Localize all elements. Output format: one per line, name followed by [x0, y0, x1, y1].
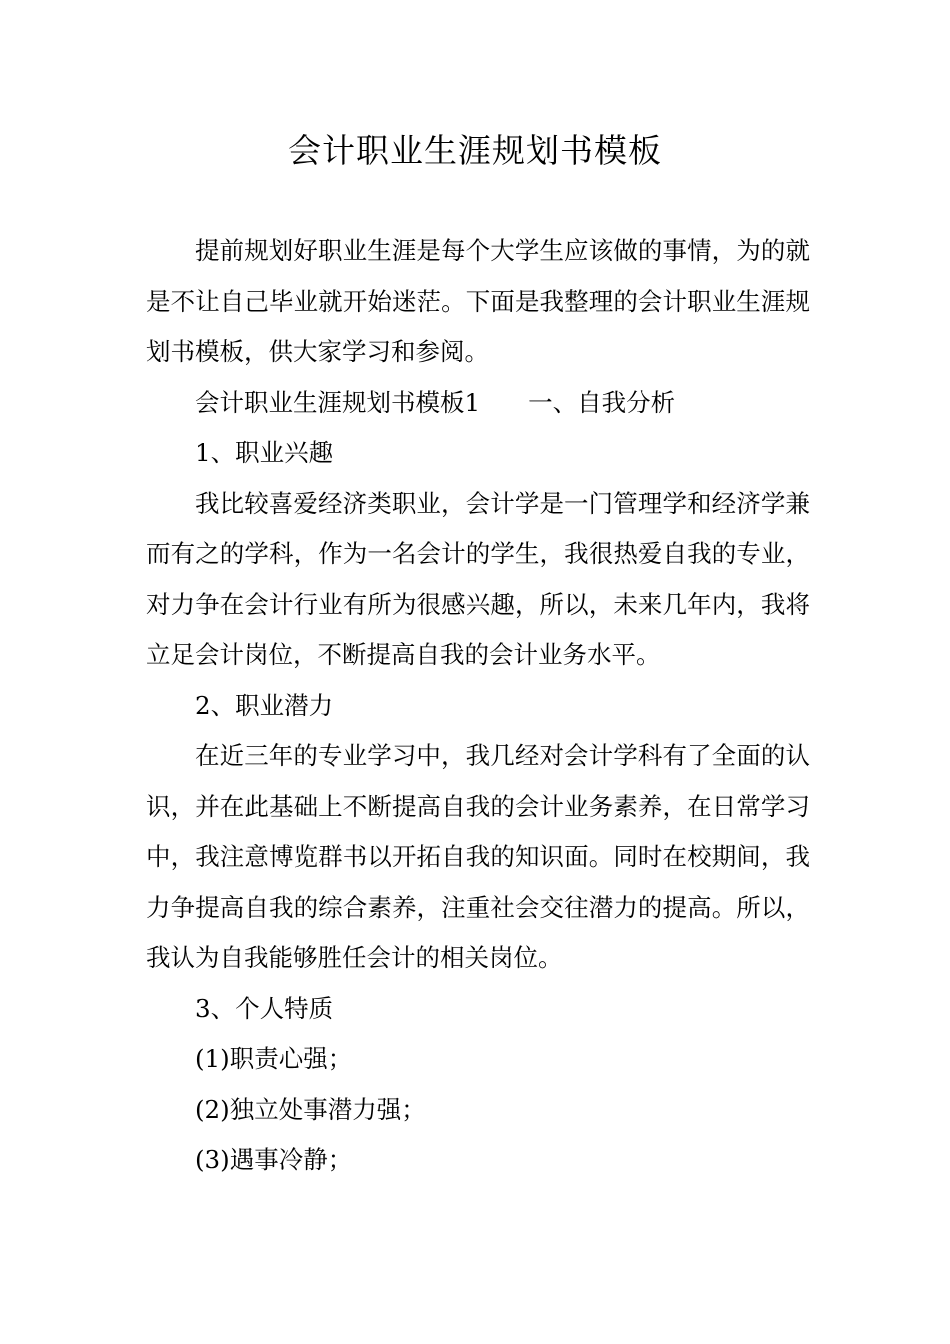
potential-heading: 2、职业潜力 — [195, 690, 334, 720]
trait-item: (3)遇事冷静； — [195, 1145, 353, 1174]
trait-item: (1)职责心强； — [195, 1044, 353, 1073]
potential-paragraph: 在近三年的专业学习中，我几经对会计学科有了全面的认识，并在此基础上不断提高自我的会计业务素养，在日常学习中，我注意博览群书以开拓自我的知识面。同时在校期间，我力争提高自我的综合素养，注重社会交往潜力的提高。所以，我认为自我能够胜任会计的相关岗位。 — [146, 741, 810, 972]
section-heading: 一、自我分析 — [528, 387, 676, 417]
document-body — [146, 226, 810, 1186]
template-heading: 会计职业生涯规划书模板1 — [195, 387, 481, 417]
trait-item: (2)独立处事潜力强； — [195, 1094, 426, 1124]
intro-paragraph: 提前规划好职业生涯是每个大学生应该做的事情，为的就是不让自己毕业就开始迷茫。下面是我整理的会计职业生涯规划书模板，供大家学习和参阅。 — [146, 236, 810, 366]
interest-paragraph: 我比较喜爱经济类职业，会计学是一门管理学和经济学兼而有之的学科，作为一名会计的学生，我很热爱自我的专业，对力争在会计行业有所为很感兴趣，所以，未来几年内，我将立足会计岗位，不断提高自我的会计业务水平。 — [146, 488, 810, 669]
template-heading-line — [146, 378, 810, 429]
page-title: 会计职业生涯规划书模板 — [288, 131, 662, 170]
interest-heading: 1、职业兴趣 — [195, 438, 334, 467]
traits-heading: 3、个人特质 — [195, 993, 334, 1023]
